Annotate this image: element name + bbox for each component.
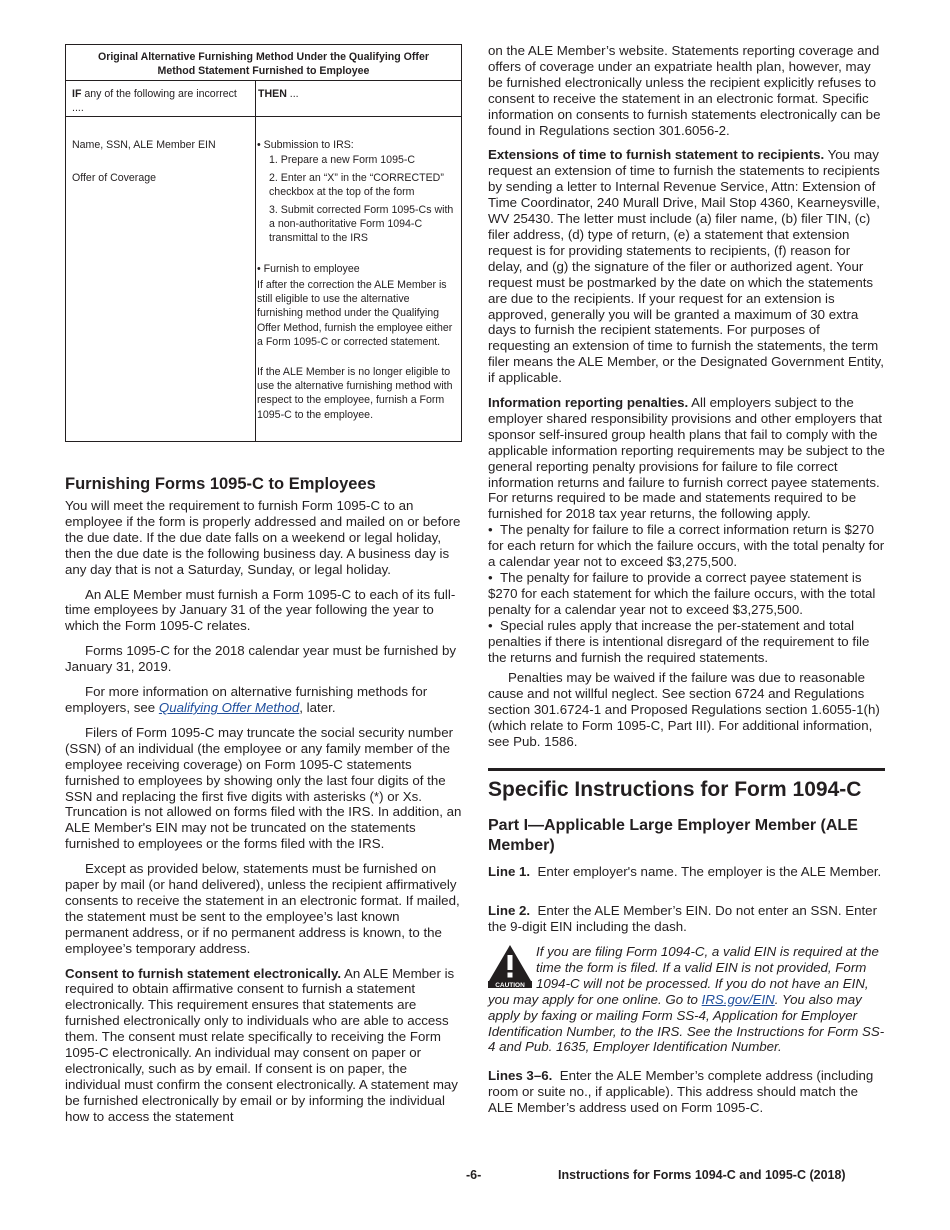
paragraph: You will meet the requirement to furnish Form 1095-C to an employee if the form is properly addressed and mailed on or before the due date. If the due date falls on a weekend or legal holiday, then the due date is the following business day. A business day is any day that is not a Saturday, Sunday, or legal holiday. xyxy=(65,498,461,577)
run-in-heading: Line 1. xyxy=(488,864,531,879)
text: If you are filing Form 1094-C, a valid EIN is required at the time the form is filed. If a valid EIN is not provided, Form 1094-C will not be processed. If you do not have an EIN, you may apply for one online. Go to xyxy=(488,944,879,1007)
text: All employers subject to the employer shared responsibility provisions and other employers that sponsor self-insured group health plans that fail to comply with the applicable information reporting requirements may be subject to the general reporting penalty provisions for failure to file correct information returns and failure to furnish correct payee statements. For returns required to be made and statements required to be furnished for 2018 tax year returns, the following apply. xyxy=(488,395,885,522)
run-in-heading: Consent to furnish statement electronically. xyxy=(65,965,342,981)
table-divider xyxy=(255,117,256,441)
qualifying-offer-method-link[interactable]: Qualifying Offer Method xyxy=(158,699,300,715)
text: Enter the ALE Member’s EIN. Do not enter an SSN. Enter the 9-digit EIN including the dash. xyxy=(488,903,881,934)
paragraph: Forms 1095-C for the 2018 calendar year must be furnished by January 31, 2019. xyxy=(65,643,457,675)
text: An ALE Member is required to obtain affirmative consent to furnish a statement electronically. This requirement ensures that statements are furnished electronically only to individuals who are able to access them. The consent must relate specifically to receiving the Form 1095-C electronically. An individual may consent on paper or electronically, such as by email. If consent is on paper, the individual must confirm the consent electronically. A statement may be furnished electronically by email or by informing the individual how to access the statement xyxy=(65,965,458,1124)
furnish-paragraph: If after the correction the ALE Member is still eligible to use the alternative furnishing method under the Qualifying Offer Method, furnish the employee either a Form 1095-C or corrected statement. xyxy=(257,279,453,348)
if-rest: any of the following are incorrect .... xyxy=(72,88,237,114)
table-cell-left-item: Name, SSN, ALE Member EIN xyxy=(72,139,216,151)
table-step: 3. Submit corrected Form 1095-Cs with a non-authoritative Form 1094-C transmittal to the IRS xyxy=(269,204,454,245)
then-bold: THEN xyxy=(258,88,287,100)
paragraph: Except as provided below, statements must be furnished on paper by mail (or hand delivered), unless the recipient affirmatively consents to receive the statement in an electronic format. If mailed, the statement must be sent to the employee’s last known permanent address, or if no permanent address is known, to the employee’s temporary address. xyxy=(65,861,460,956)
caution-icon xyxy=(488,944,536,990)
table-cell-left-item: Offer of Coverage xyxy=(72,172,157,184)
text: You may request an extension of time to furnish the statements to recipients by sending a letter to Internal Revenue Service, Attn: Extension of Time Coordinator, 240 Murall Drive, Mail Stop 4360, Kearneysville, WV 25430. The letter must include (a) filer name, (b) filer TIN, (c) filer address, (d) type of return, (e) a statement that extension request is for providing statements to recipients, (f) reason for delay, and (g) the signature of the filer or authorized agent. Your request must be postmarked by the date on which the statements are due to the recipients. If your request for an extension is approved, generally you will be granted a maximum of 30 extra days to furnish the recipient statements. For purposes of requesting an extension of time to furnish the statements, the term filer means the ALE Member, or the Designated Government Entity, if applicable. xyxy=(488,147,884,386)
text: The penalty for failure to file a correct information return is $270 for each return for which the failure occurs, with the total penalty for a calendar year not to exceed $3,275,500. xyxy=(488,522,885,570)
text: For more information on alternative furnishing methods for employers, see xyxy=(65,684,428,715)
page-number: -6- xyxy=(466,1168,482,1182)
bullet-item xyxy=(488,522,885,570)
then-rest: ... xyxy=(286,88,299,100)
text: Special rules apply that increase the per-statement and total penalties if there is intentional disregard of the requirement to file the returns and furnish the required statements. xyxy=(488,617,870,665)
caution-label: CAUTION xyxy=(495,982,525,988)
paragraph xyxy=(65,684,462,716)
bullet-icon: • xyxy=(488,617,501,633)
paragraph xyxy=(488,395,885,522)
furnish-heading: • Furnish to employee xyxy=(257,263,360,275)
paragraph: An ALE Member must furnish a Form 1095-C to each of its full-time employees by January 31 of the year following the year to which the Form 1095-C relates. xyxy=(65,586,456,634)
run-in-heading: Line 2. xyxy=(488,903,531,918)
table-header-if xyxy=(66,81,255,117)
text: . You also may apply by faxing or mailing Form SS-4, Application for Employer Identification Number, to the IRS. See the Instructions for Form SS-4 and Pub. 1635, Employer Identification Number. xyxy=(488,991,885,1055)
text: Enter employer's name. The employer is the ALE Member. xyxy=(530,864,882,879)
submission-heading: • Submission to IRS: xyxy=(257,139,354,151)
table-step: 1. Prepare a new Form 1095-C xyxy=(269,154,416,166)
paragraph xyxy=(488,903,885,935)
caution-text xyxy=(488,944,885,1055)
irs-ein-link[interactable]: IRS.gov/EIN xyxy=(701,991,775,1007)
bullet-item xyxy=(488,570,885,618)
section-heading: Furnishing Forms 1095-C to Employees xyxy=(65,475,376,493)
footer-title: Instructions for Forms 1094-C and 1095-C (2018) xyxy=(558,1168,846,1182)
text: , later. xyxy=(299,699,336,715)
qualifying-offer-table xyxy=(65,44,462,442)
text: Enter the ALE Member’s complete address (including room or suite no., if applicable). This address should match the ALE Member’s address used on Form 1095-C. xyxy=(488,1068,878,1115)
furnish-paragraph: If the ALE Member is no longer eligible to use the alternative furnishing method with respect to the employee, furnish a Form 1095-C to the employee. xyxy=(257,366,453,421)
paragraph xyxy=(488,864,885,880)
section-heading: Specific Instructions for Form 1094-C xyxy=(488,778,862,801)
text: The penalty for failure to provide a correct payee statement is $270 for each statement for which the failure occurs, with the total penalty for a calendar year not to exceed $3,275,500. xyxy=(488,570,876,617)
paragraph xyxy=(65,966,462,1125)
paragraph xyxy=(488,1068,885,1116)
paragraph: Filers of Form 1095-C may truncate the social security number (SSN) of an individual (the employee or any family member of the employee receiving coverage) on Form 1095-C statements furnished to employees by showing only the last four digits of the SSN and replacing the first five digits with asterisks (*) or Xs. Truncation is not allowed on forms filed with the IRS. In addition, an ALE Member's EIN may not be truncated on the statements furnished to employees or the forms filed with the IRS. xyxy=(65,724,462,852)
bullet-icon: • xyxy=(488,522,501,538)
run-in-heading: Extensions of time to furnish statement to recipients. xyxy=(488,147,825,163)
left-body xyxy=(65,498,462,1125)
paragraph: on the ALE Member’s website. Statements reporting coverage and offers of coverage under an expatriate health plan, however, may be furnished electronically unless the recipient explicitly refuses to consent to receive the statement in an electronic format. Specific information on consents to furnish statements electronically can be found in Regulations section 301.6056-2. xyxy=(488,43,881,138)
caution-note xyxy=(488,944,885,1055)
table-step: 2. Enter an “X” in the “CORRECTED” checkbox at the top of the form xyxy=(269,172,444,199)
table-header-then xyxy=(255,81,461,117)
subsection-heading: Part I—Applicable Large Employer Member (ALE Member) xyxy=(488,817,858,854)
run-in-heading: Lines 3–6. xyxy=(488,1068,553,1083)
if-bold: IF xyxy=(72,88,82,100)
run-in-heading: Information reporting penalties. xyxy=(488,395,689,411)
table-title: Original Alternative Furnishing Method Under the Qualifying Offer Method Statement Furnished to Employee xyxy=(66,45,461,81)
section-rule xyxy=(488,768,885,771)
bullet-item xyxy=(488,618,885,666)
right-body xyxy=(488,43,885,750)
bullet-icon: • xyxy=(488,570,501,585)
paragraph: Penalties may be waived if the failure was due to reasonable cause and not willful neglect. See section 6724 and Regulations section 301.6724-1 and Proposed Regulations section 1.6055-1(h) (which relate to Form 1095-C, Part III). For additional information, see Pub. 1586. xyxy=(488,670,880,750)
paragraph xyxy=(488,147,885,386)
